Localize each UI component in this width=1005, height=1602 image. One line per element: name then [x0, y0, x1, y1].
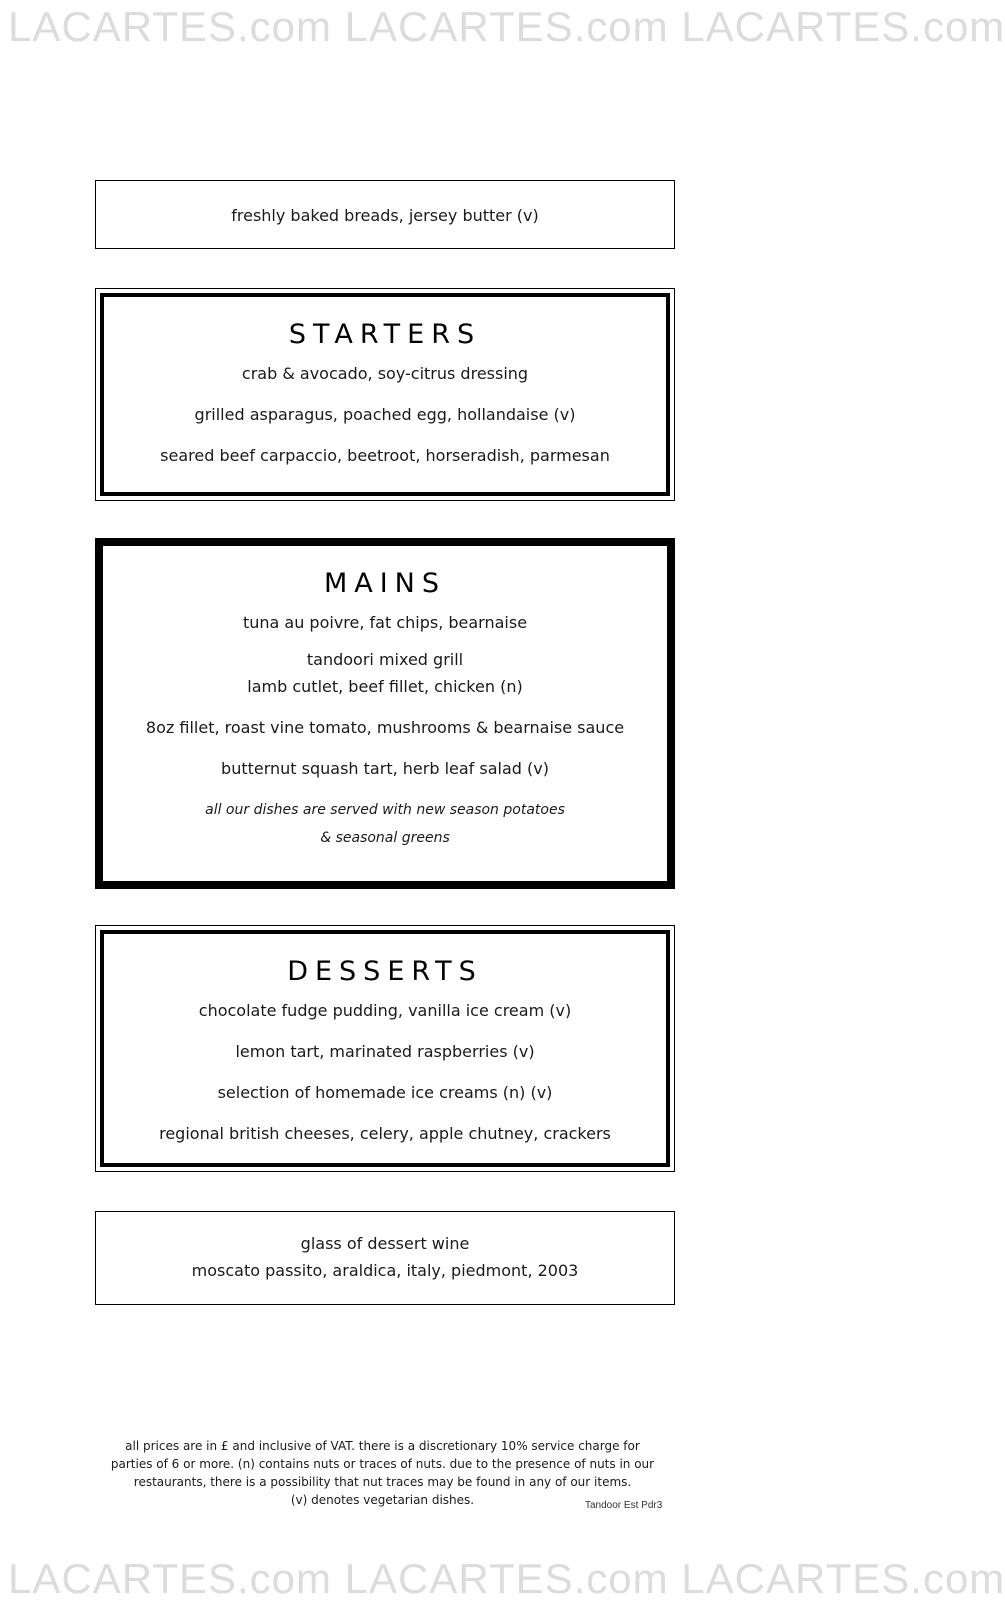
dessert-item-2: lemon tart, marinated raspberries (v): [235, 1042, 535, 1061]
watermark-bottom: LACARTES.com LACARTES.com LACARTES.com: [8, 1555, 1005, 1602]
bread-item: freshly baked breads, jersey butter (v): [231, 206, 539, 225]
main-item-2-detail: lamb cutlet, beef fillet, chicken (n): [247, 677, 523, 696]
dessert-wine-detail: moscato passito, araldica, italy, piedmont, 2003: [191, 1261, 579, 1280]
main-item-1: tuna au poivre, fat chips, bearnaise: [242, 613, 528, 632]
main-item-3: 8oz fillet, roast vine tomato, mushrooms & bearnaise sauce: [145, 718, 625, 737]
desserts-heading: DESSERTS: [287, 956, 483, 987]
mains-heading: MAINS: [323, 568, 447, 599]
watermark-top: LACARTES.com LACARTES.com LACARTES.com: [8, 3, 1005, 50]
mains-note-line-2: & seasonal greens: [320, 830, 450, 846]
main-item-2: tandoori mixed grill: [306, 650, 464, 669]
menu-code: Tandoor Est Pdr3: [585, 1500, 663, 1511]
dessert-wine-title: glass of dessert wine: [300, 1234, 470, 1253]
starter-item-2: grilled asparagus, poached egg, hollandaise (v): [194, 405, 576, 424]
dessert-item-1: chocolate fudge pudding, vanilla ice cream (v): [198, 1001, 572, 1020]
starter-item-3: seared beef carpaccio, beetroot, horseradish, parmesan: [160, 446, 610, 465]
dessert-wine-box: [95, 1211, 675, 1305]
footer-notice: [90, 1437, 675, 1509]
starter-item-1: crab & avocado, soy-citrus dressing: [241, 364, 529, 383]
main-item-4: butternut squash tart, herb leaf salad (v): [221, 759, 549, 778]
footer-line-3: restaurants, there is a possibility that nut traces may be found in any of our items.: [133, 1475, 632, 1489]
dessert-item-4: regional british cheeses, celery, apple chutney, crackers: [159, 1124, 611, 1143]
footer-line-1: all prices are in £ and inclusive of VAT. there is a discretionary 10% service charge for: [125, 1439, 640, 1453]
mains-section: [95, 538, 675, 889]
starters-heading: STARTERS: [288, 319, 482, 350]
starters-section: [95, 288, 675, 501]
mains-note-line-1: all our dishes are served with new season potatoes: [205, 802, 565, 818]
footer-line-4: (v) denotes vegetarian dishes.: [290, 1493, 475, 1507]
dessert-item-3: selection of homemade ice creams (n) (v): [217, 1083, 553, 1102]
footer-line-2: parties of 6 or more. (n) contains nuts or traces of nuts. due to the presence of nuts in our: [110, 1457, 655, 1471]
desserts-section: [95, 925, 675, 1172]
bread-box: [95, 180, 675, 249]
